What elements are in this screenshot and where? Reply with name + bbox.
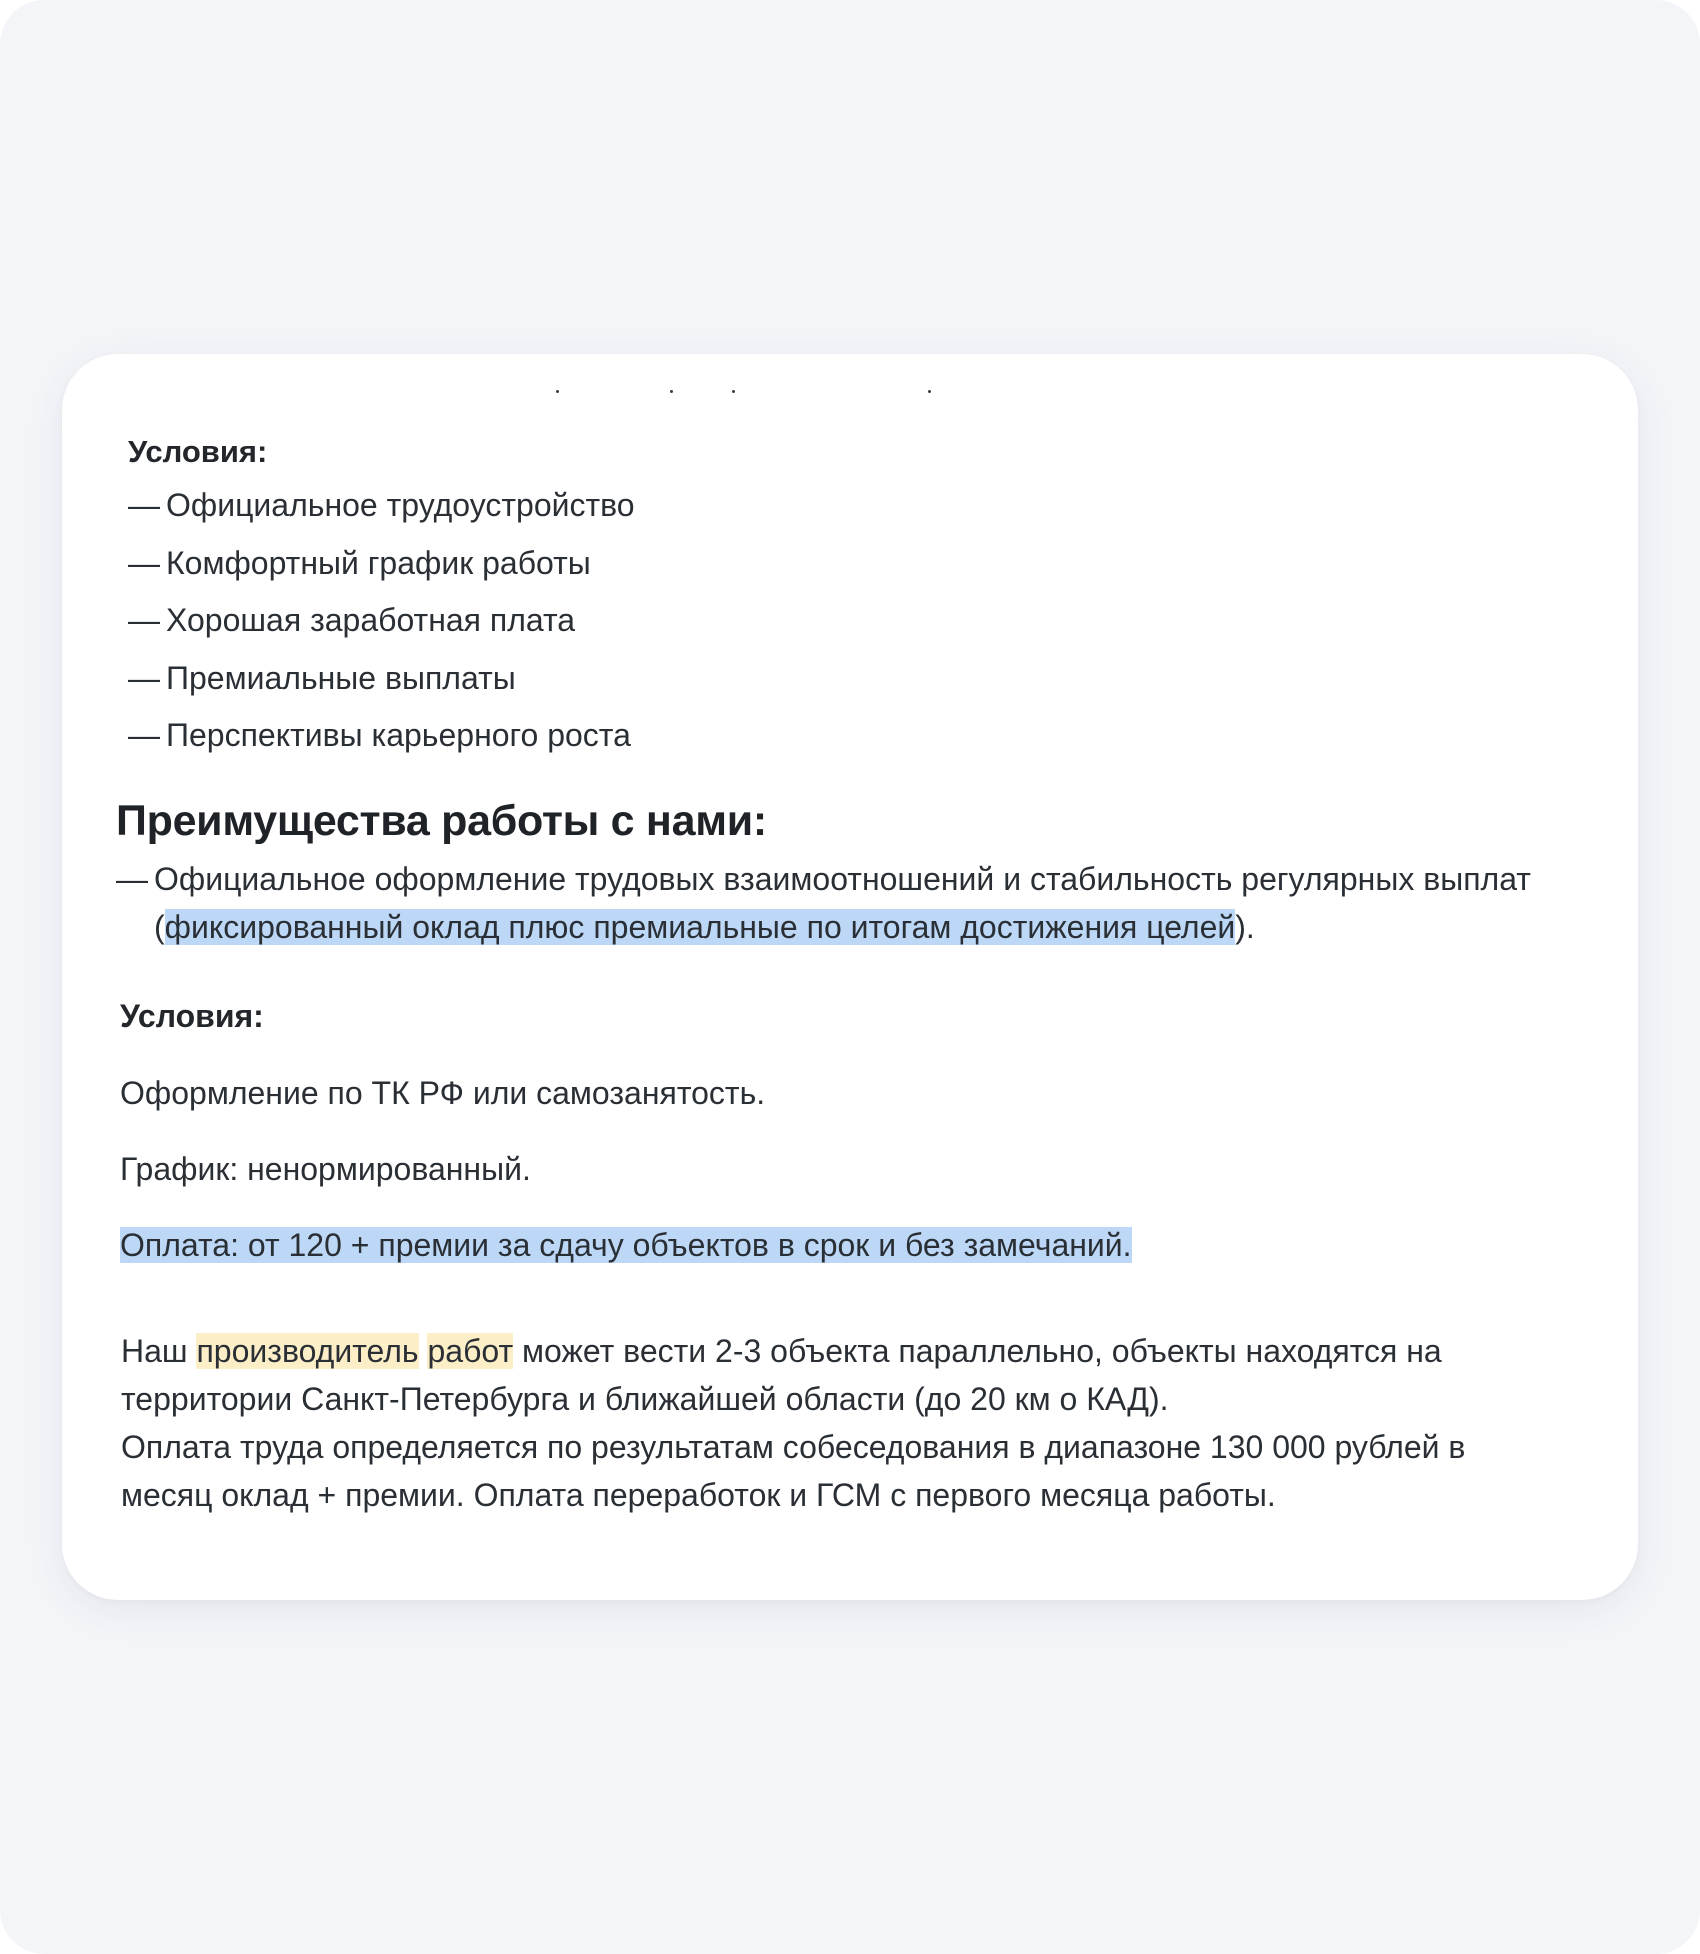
section-label: Условия: [128,434,268,469]
text-run: может вести 2-3 объекта параллельно, объекты находятся на территории Санкт-Петербурга и ближайшей области (до 20 км о КАД). [121,1333,1442,1417]
text-run: Наш [121,1333,197,1369]
dash-marker: — [128,602,160,638]
highlighted-word[interactable]: производитель [196,1333,419,1369]
conditions-list [128,482,635,770]
list-item [128,712,635,770]
list-item-text: Комфортный график работы [166,544,591,581]
dash-marker: — [128,487,160,523]
advantages-text-end: ). [1235,909,1255,945]
selected-text[interactable]: Оплата: от 120 + премии за сдачу объектов в срок и без замечаний. [120,1227,1132,1263]
list-item-text: Перспективы карьерного роста [166,717,631,753]
highlighted-word[interactable]: работ [427,1333,514,1369]
employment-text: Оформление по ТК РФ или самозанятость. [120,1075,766,1111]
list-item-text: Премиальные выплаты [166,659,516,696]
payment-text[interactable] [120,1221,1132,1269]
first-conditions-section [128,428,635,770]
list-item [128,540,635,598]
dash-marker: — [128,717,160,753]
list-item [128,597,635,655]
description-line-2: Оплата труда определяется по результатам собеседования в диапазоне 130 000 рублей в месяц оклад + премии. Оплата переработок и ГСМ с первого месяца работы. [121,1429,1466,1513]
description-paragraph [121,1327,1561,1519]
list-item [128,655,635,713]
dash-marker: — [116,861,148,897]
advantages-text-start: Официальное оформление трудовых взаимоотношений и стабильность регулярных выплат ( [154,861,1531,945]
second-conditions-label: Условия: [120,998,264,1034]
advantages-item[interactable] [116,855,1536,951]
dash-marker: — [128,544,160,581]
advantages-heading: Преимущества работы с нами: [116,797,767,845]
description-line-1 [121,1327,1561,1423]
schedule-text: График: ненормированный. [120,1151,531,1187]
list-item [128,482,635,540]
list-item-text: Хорошая заработная плата [166,602,576,638]
selected-text[interactable]: фиксированный оклад плюс премиальные по итогам достижения целей [164,909,1236,945]
advantages-item-text[interactable] [154,855,1536,951]
list-item-text: Официальное трудоустройство [166,487,635,523]
dash-marker: — [128,659,160,696]
